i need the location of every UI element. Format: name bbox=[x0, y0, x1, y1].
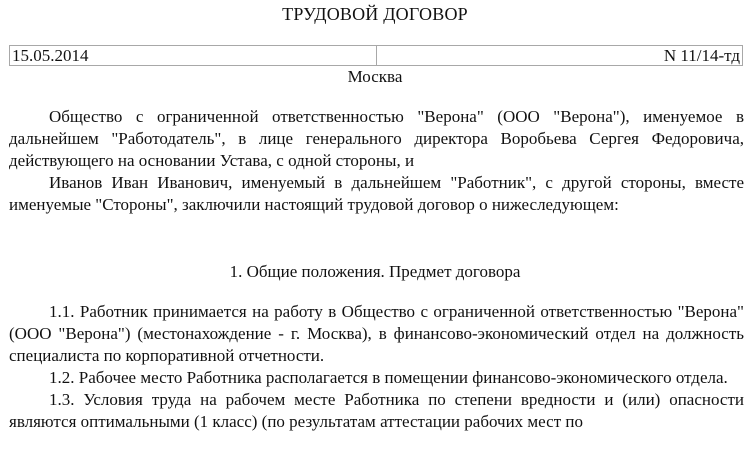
contract-city: Москва bbox=[347, 67, 403, 86]
clause-1-1: 1.1. Работник принимается на работу в Общество с ограниченной ответственностью "Верона" (ООО "Верона") (местонахождение - г. Москва), в финансово-экономический отдел на должность специалиста по корпоративной отчетности. bbox=[9, 302, 744, 365]
contract-date: 15.05.2014 bbox=[10, 46, 377, 66]
clause-1-2: 1.2. Рабочее место Работника располагается в помещении финансово-экономического отдела. bbox=[49, 368, 728, 387]
header-row bbox=[10, 46, 743, 66]
intro-section bbox=[9, 106, 744, 216]
section-1-clauses bbox=[9, 301, 744, 433]
section-1-heading: 1. Общие положения. Предмет договора bbox=[229, 262, 521, 281]
intro-paragraph-employee: Иванов Иван Иванович, именуемый в дальнейшем "Работник", с другой стороны, вместе именуемые "Стороны", заключили настоящий трудовой договор о нижеследующем: bbox=[9, 173, 744, 214]
intro-paragraph-employer: Общество с ограниченной ответственностью "Верона" (ООО "Верона"), именуемое в дальнейшем "Работодатель", в лице генерального директора Воробьева Сергея Федоровича, действующего на основании Устава, с одной стороны, и bbox=[9, 107, 744, 170]
contract-number: N 11/14-тд bbox=[377, 46, 743, 66]
document-title: ТРУДОВОЙ ДОГОВОР bbox=[282, 4, 468, 24]
header-table bbox=[9, 45, 743, 66]
clause-1-3: 1.3. Условия труда на рабочем месте Работника по степени вредности и (или) опасности являются оптимальными (1 класс) (по результатам аттестации рабочих мест по bbox=[9, 390, 744, 431]
